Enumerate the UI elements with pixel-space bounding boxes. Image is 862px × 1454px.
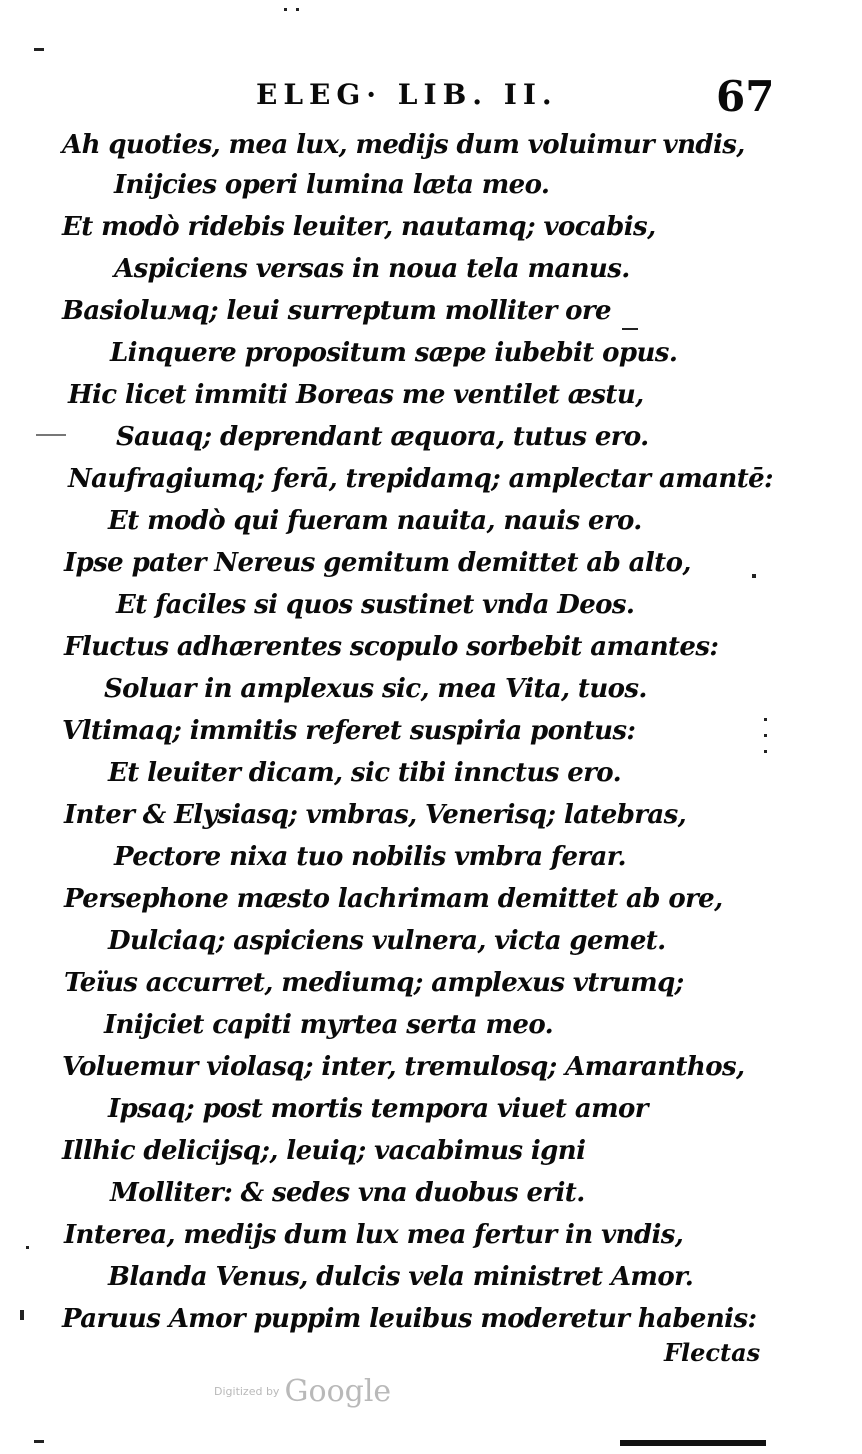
catchword: Flectas (664, 1338, 761, 1367)
verse-line-24: Ipsaq; post mortis tempora viuet amor (108, 1094, 648, 1124)
verse-line-20: Dulciaq; aspiciens vulnera, victa gemet. (108, 926, 666, 956)
digitized-watermark (214, 1374, 391, 1409)
verse-line-7: Hic licet immiti Boreas me ventilet æstu, (68, 380, 644, 410)
verse-line-19: Persephone mæsto lachrimam demittet ab ore, (64, 884, 723, 914)
verse-line-29: Paruus Amor puppim leuibus moderetur habenis: (62, 1304, 757, 1334)
verse-line-15: Vltimaq; immitis referet suspiria pontus: (62, 716, 636, 746)
verse-line-6: Linquere propositum sæpe iubebit opus. (110, 338, 678, 368)
page-number: 67 (716, 72, 775, 121)
verse-line-10: Et modò qui fueram nauita, nauis ero. (108, 506, 642, 536)
verse-line-28: Blanda Venus, dulcis vela ministret Amor. (108, 1262, 694, 1292)
print-speck (34, 48, 44, 51)
print-speck (20, 1310, 24, 1320)
print-speck (26, 1246, 29, 1249)
verse-line-23: Voluemur violasq; inter, tremulosq; Amaranthos, (62, 1052, 745, 1082)
verse-line-8: Sauaq; deprendant æquora, tutus ero. (116, 422, 649, 452)
verse-line-14: Soluar in amplexus sic, mea Vita, tuos. (104, 674, 647, 704)
verse-line-22: Inijciet capiti myrtea serta meo. (104, 1010, 554, 1040)
google-logo: Google (284, 1374, 392, 1409)
print-speck (764, 734, 767, 737)
verse-line-11: Ipse pater Nereus gemitum demittet ab alto, (64, 548, 691, 578)
verse-line-1: Ah quoties, mea lux, medijs dum voluimur vndis, (62, 130, 745, 160)
print-speck (764, 750, 767, 753)
verse-line-27: Interea, medijs dum lux mea fertur in vndis, (64, 1220, 684, 1250)
print-speck (36, 434, 66, 436)
verse-line-16: Et leuiter dicam, sic tibi innctus ero. (108, 758, 622, 788)
print-speck (764, 718, 767, 721)
verse-line-21: Teïus accurret, mediumq; amplexus vtrumq; (64, 968, 684, 998)
verse-line-5: Basioluмq; leui surreptum molliter ore (62, 296, 611, 326)
verse-line-13: Fluctus adhærentes scopulo sorbebit amantes: (64, 632, 719, 662)
verse-line-17: Inter & Elysiasq; vmbras, Venerisq; latebras, (64, 800, 687, 830)
print-speck (284, 8, 287, 11)
verse-line-2: Inijcies operi lumina læta meo. (114, 170, 550, 200)
print-speck (34, 1440, 44, 1443)
verse-line-26: Molliter: & sedes vna duobus erit. (110, 1178, 585, 1208)
print-speck (622, 328, 638, 330)
verse-line-4: Aspiciens versas in noua tela manus. (114, 254, 630, 284)
running-head: ELEG· LIB. II. (256, 78, 558, 111)
verse-line-25: Illhic delicijsq;, leuiq; vacabimus igni (62, 1136, 586, 1166)
verse-line-9: Naufragiumq; ferā, trepidamq; amplectar amantē: (68, 464, 774, 494)
verse-line-12: Et faciles si quos sustinet vnda Deos. (116, 590, 635, 620)
verse-line-18: Pectore nixa tuo nobilis vmbra ferar. (114, 842, 626, 872)
bottom-rule (620, 1440, 766, 1446)
print-speck (752, 574, 756, 578)
verse-line-3: Et modò ridebis leuiter, nautamq; vocabis, (62, 212, 656, 242)
print-speck (296, 8, 299, 11)
watermark-prefix: Digitized by (214, 1385, 280, 1398)
